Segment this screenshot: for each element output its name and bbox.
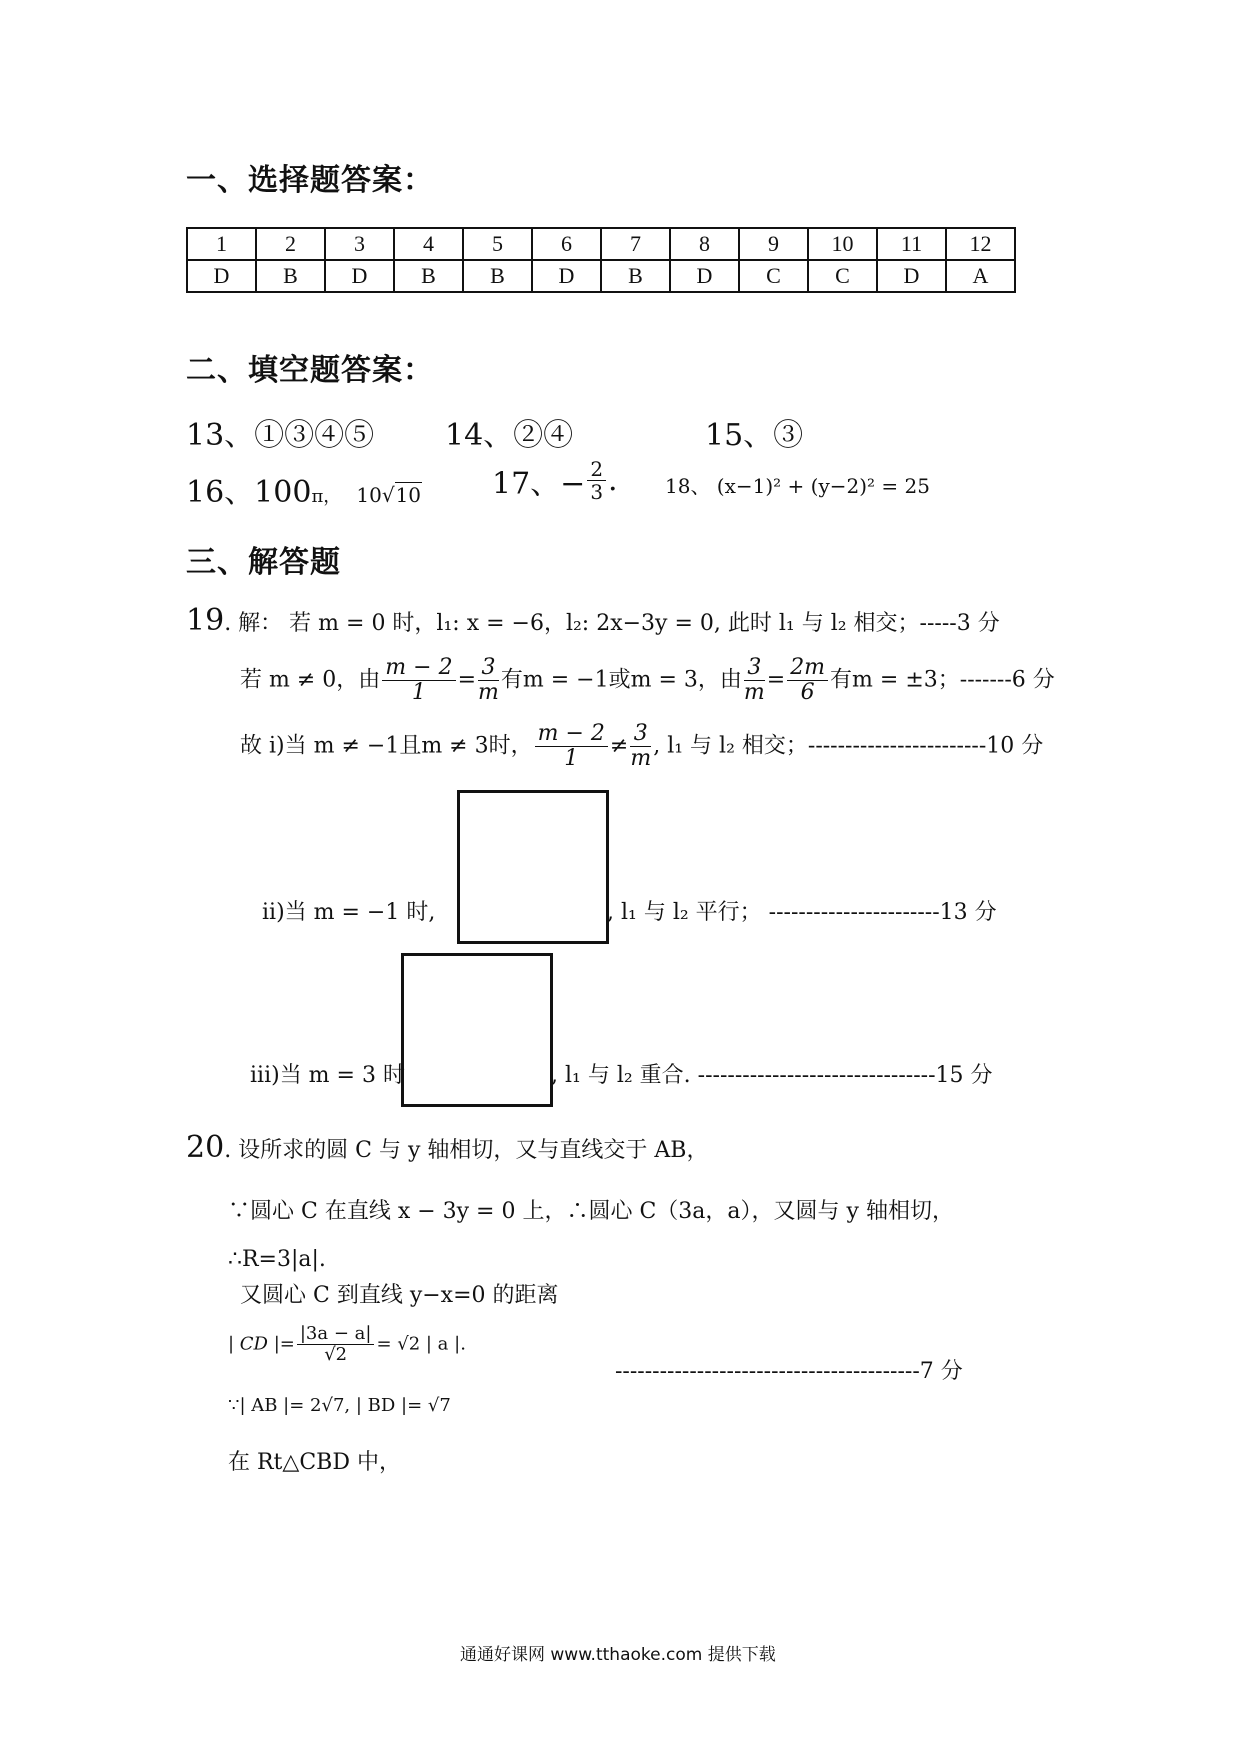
q20-line4: 又圆心 C 到直线 y−x=0 的距离 <box>240 1283 559 1308</box>
q20-line2: ∵圆心 C 在直线 x − 3y = 0 上，∴圆心 C（3a，a），又圆与 y 轴相切， <box>228 1199 954 1224</box>
answer-16 <box>186 467 422 511</box>
q20-line3: ∴R=3|a|. <box>228 1247 326 1272</box>
answer-table-numbers-row <box>187 228 1015 260</box>
q19-line3-b: , l₁ 与 l₂ 相交；------------------------10 分 <box>653 733 1044 759</box>
table-cell: D <box>670 260 739 292</box>
fraction-denominator: 1 <box>411 680 426 706</box>
table-cell: D <box>877 260 946 292</box>
q19-line3 <box>240 722 1043 771</box>
equals-sign: = <box>457 667 476 693</box>
fraction-denominator: √2 <box>324 1343 348 1365</box>
fraction-numerator: 3 <box>478 656 499 681</box>
answer-15: 15、③ <box>705 418 804 453</box>
table-cell: B <box>463 260 532 292</box>
table-cell: D <box>325 260 394 292</box>
answer-table <box>186 227 1016 293</box>
fraction-denominator: m <box>478 680 499 706</box>
answer-17-end: . <box>608 463 618 498</box>
table-cell: 4 <box>394 228 463 260</box>
equals-sign: = <box>766 667 786 693</box>
q20-line5-b: = √2 | a |. <box>376 1333 466 1355</box>
table-cell: C <box>739 260 808 292</box>
section2-title: 二、填空题答案： <box>186 353 434 388</box>
q20-line5-score: -----------------------------------------7 分 <box>615 1359 963 1384</box>
q19-line2-b: 有m = −1或m = 3，由 <box>500 667 742 693</box>
q20-line5-a: | CD |= <box>228 1333 295 1355</box>
answer-17 <box>492 458 618 503</box>
answer-16-pi: π， <box>311 486 342 507</box>
q20-line1 <box>186 1130 708 1165</box>
blank-box <box>457 790 609 944</box>
fraction-numerator: m − 2 <box>535 722 608 747</box>
table-cell: B <box>394 260 463 292</box>
footer-text: 通通好课网 www.tthaoke.com 提供下载 <box>460 1645 776 1665</box>
q19-line4-b: , l₁ 与 l₂ 平行； -----------------------13 分 <box>607 900 997 925</box>
table-cell: 5 <box>463 228 532 260</box>
answer-14: 14、②④ <box>445 418 574 453</box>
fraction-numerator: 2m <box>787 656 828 681</box>
table-cell: D <box>187 260 256 292</box>
q19-line3-a: 故 i)当 m ≠ −1且m ≠ 3时， <box>240 733 533 759</box>
q19-line5-b: , l₁ 与 l₂ 重合. --------------------------------15 分 <box>551 1063 993 1088</box>
answer-table-answers-row <box>187 260 1015 292</box>
fraction <box>787 656 828 705</box>
table-cell: B <box>601 260 670 292</box>
q20-line1-text: . 设所求的圆 C 与 y 轴相切，又与直线交于 AB， <box>224 1138 709 1163</box>
q19-number: 19 <box>186 603 225 638</box>
not-equals-sign: ≠ <box>609 733 629 759</box>
fraction <box>478 656 499 705</box>
section3-title: 三、解答题 <box>186 545 341 580</box>
table-cell: B <box>256 260 325 292</box>
table-cell: 2 <box>256 228 325 260</box>
fraction <box>630 722 651 771</box>
q19-line2 <box>240 656 1055 705</box>
table-cell: 11 <box>877 228 946 260</box>
fraction-numerator: |3a − a| <box>297 1324 375 1345</box>
fraction-numerator: 2 <box>587 458 606 481</box>
q19-line5-a: iii)当 m = 3 时 <box>250 1063 405 1088</box>
answer-16-coef: 10 <box>356 483 382 507</box>
q19-line4-a: ii)当 m = −1 时, <box>262 900 436 925</box>
q19-line1 <box>186 603 1000 638</box>
table-cell: 12 <box>946 228 1015 260</box>
table-cell: 6 <box>532 228 601 260</box>
table-cell: 3 <box>325 228 394 260</box>
table-cell: 7 <box>601 228 670 260</box>
table-cell: A <box>946 260 1015 292</box>
q19-line2-a: 若 m ≠ 0，由 <box>240 667 381 693</box>
q19-line1-text: . 解： 若 m = 0 时，l₁: x = −6，l₂: 2x−3y = 0, 此时 l₁ 与 l₂ 相交；-----3 分 <box>224 611 1000 636</box>
fraction-denominator: m <box>630 746 652 772</box>
table-cell: 1 <box>187 228 256 260</box>
answer-13: 13、①③④⑤ <box>186 418 375 453</box>
blank-box <box>401 953 553 1107</box>
q20-line5 <box>228 1324 466 1365</box>
fraction-denominator: 3 <box>590 480 604 504</box>
fraction-denominator: m <box>743 680 765 706</box>
fraction-denominator: 6 <box>800 680 815 706</box>
q20-line7: 在 Rt△CBD 中， <box>228 1450 401 1475</box>
q20-number: 20 <box>186 1130 225 1165</box>
answer-18: 18、 (x−1)² + (y−2)² = 25 <box>665 474 930 498</box>
fraction <box>535 722 608 771</box>
q20-line6: ∵| AB |= 2√7, | BD |= √7 <box>228 1395 451 1416</box>
table-cell: C <box>808 260 877 292</box>
table-cell: 8 <box>670 228 739 260</box>
answer-16-value: 10√10 <box>356 483 422 507</box>
answer-16-label: 16、100 <box>186 475 312 510</box>
fraction-numerator: m − 2 <box>382 656 455 681</box>
fraction <box>297 1324 375 1365</box>
q19-line2-c: 有m = ±3；-------6 分 <box>830 667 1055 693</box>
answer-17-label: 17、− <box>492 466 586 502</box>
fraction-numerator: 3 <box>744 656 765 681</box>
section1-title: 一、选择题答案： <box>186 163 434 198</box>
table-cell: 9 <box>739 228 808 260</box>
table-cell: D <box>532 260 601 292</box>
fraction <box>382 656 455 705</box>
fraction-denominator: 1 <box>564 746 579 772</box>
answer-16-radicand: 10 <box>395 483 422 507</box>
answer-17-fraction <box>587 458 606 503</box>
fraction-numerator: 3 <box>630 722 651 747</box>
fraction <box>744 656 765 705</box>
table-cell: 10 <box>808 228 877 260</box>
